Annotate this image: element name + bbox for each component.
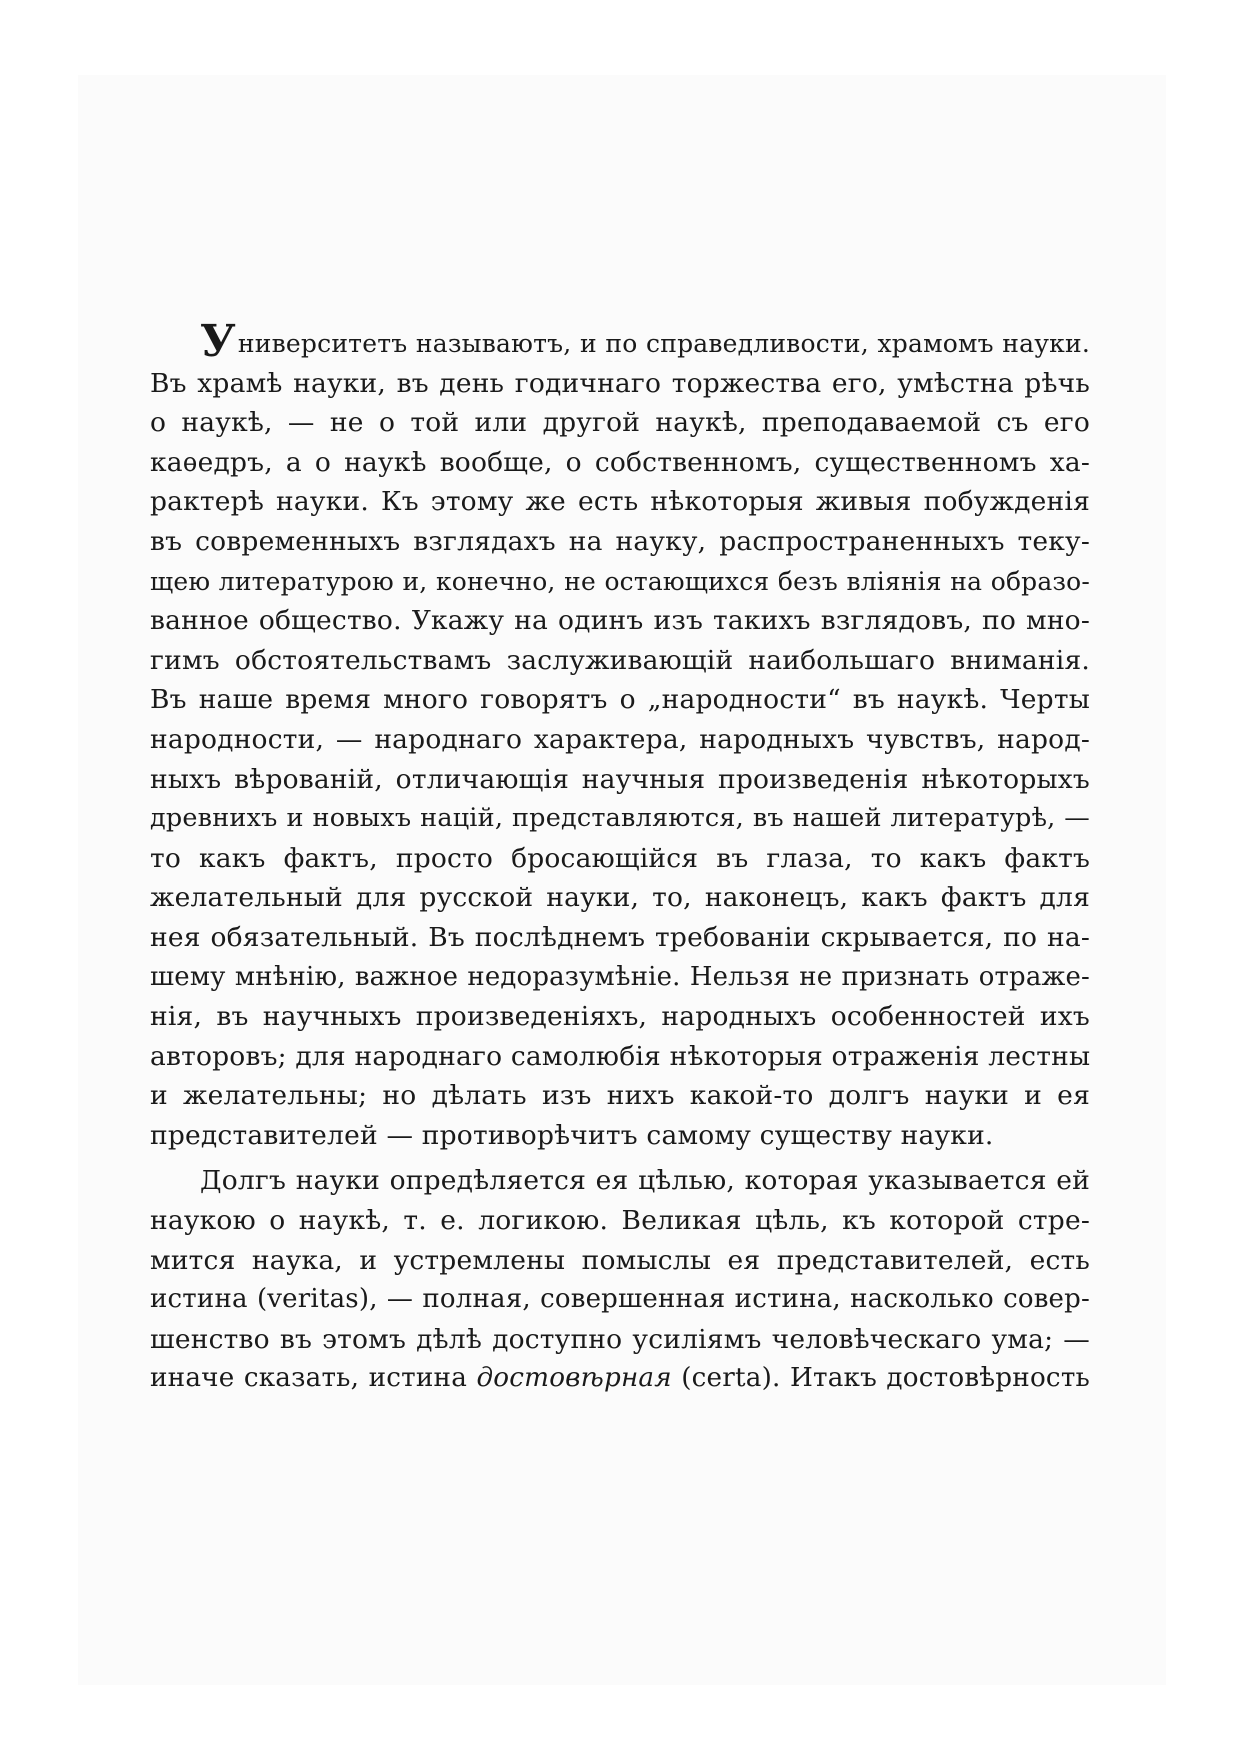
drop-cap-letter: У xyxy=(200,316,236,367)
text-line: представителей — противорѣчитъ самому существу науки. xyxy=(150,1119,994,1151)
text-line: въ современныхъ взглядахъ на науку, распространенныхъ теку- xyxy=(150,525,1090,557)
text-line: каѳедръ, а о наукѣ вообще, о собственномъ, существенномъ ха- xyxy=(150,446,1090,478)
text-line: щею литературою и, конечно, не остающихся безъ вліянія на образо- xyxy=(150,566,1090,596)
text-line: нія, въ научныхъ произведеніяхъ, народныхъ особенностей ихъ xyxy=(150,1001,1090,1033)
text-line: шему мнѣнію, важное недоразумѣніе. Нельзя не признать отраже- xyxy=(150,961,1090,992)
text-line: древнихъ и новыхъ націй, представляются, въ нашей литературѣ, — xyxy=(150,803,1090,834)
text-line: то какъ фактъ, просто бросающійся въ глаза, то какъ фактъ xyxy=(150,842,1090,874)
text-line: и желательны; но дѣлать изъ нихъ какой-то долгъ науки и ея xyxy=(150,1080,1090,1112)
text-line xyxy=(150,1359,1090,1399)
text-line: Въ наше время много говорятъ о „народности“ въ наукѣ. Черты xyxy=(150,684,1090,716)
text-line: наукою о наукѣ, т. е. логикою. Великая цѣль, къ которой стре- xyxy=(150,1205,1090,1237)
text-line: рактерѣ науки. Къ этому же есть нѣкоторыя живыя побужденія xyxy=(150,486,1090,518)
text-line: нея обязательный. Въ послѣднемъ требованіи скрывается, по на- xyxy=(150,921,1090,953)
text-line-start: иначе сказать, истина xyxy=(150,1363,477,1394)
emphasized-word: достовѣрная xyxy=(476,1363,672,1394)
text-line: шенство въ этомъ дѣлѣ доступно усиліямъ человѣческаго ума; — xyxy=(150,1323,1090,1355)
text-line: ныхъ вѣрованій, отличающія научныя произведенія нѣкоторыхъ xyxy=(150,763,1090,795)
text-line: Долгъ науки опредѣляется ея цѣлью, которая указывается ей xyxy=(200,1165,1090,1197)
text-line-end: (certa). Итакъ достовѣрность xyxy=(671,1363,1090,1394)
paragraph-1 xyxy=(150,316,1091,1155)
text-line xyxy=(150,316,1090,367)
text-line-content: ниверситетъ называютъ, и по справедливости, храмомъ науки. xyxy=(237,329,1090,358)
paragraph-2 xyxy=(150,1161,1090,1399)
text-line: народности, — народнаго характера, народныхъ чувствъ, народ- xyxy=(150,723,1090,755)
text-line: ванное общество. Укажу на одинъ изъ такихъ взглядовъ, по мно- xyxy=(150,605,1090,637)
text-line: авторовъ; для народнаго самолюбія нѣкоторыя отраженія лестны xyxy=(150,1040,1091,1072)
text-line: о наукѣ, — не о той или другой наукѣ, преподаваемой съ его xyxy=(150,407,1090,439)
document-body xyxy=(150,316,1091,1399)
text-line: гимъ обстоятельствамъ заслуживающій наибольшаго вниманія. xyxy=(150,644,1090,676)
text-line: мится наука, и устремлены помыслы ея представителей, есть xyxy=(150,1244,1090,1276)
text-line: истина (veritas), — полная, совершенная истина, насколько совер- xyxy=(150,1284,1090,1315)
text-line: Въ храмѣ науки, въ день годичнаго торжества его, умѣстна рѣчь xyxy=(150,367,1090,399)
text-line: желательный для русской науки, то, наконецъ, какъ фактъ для xyxy=(150,882,1090,914)
